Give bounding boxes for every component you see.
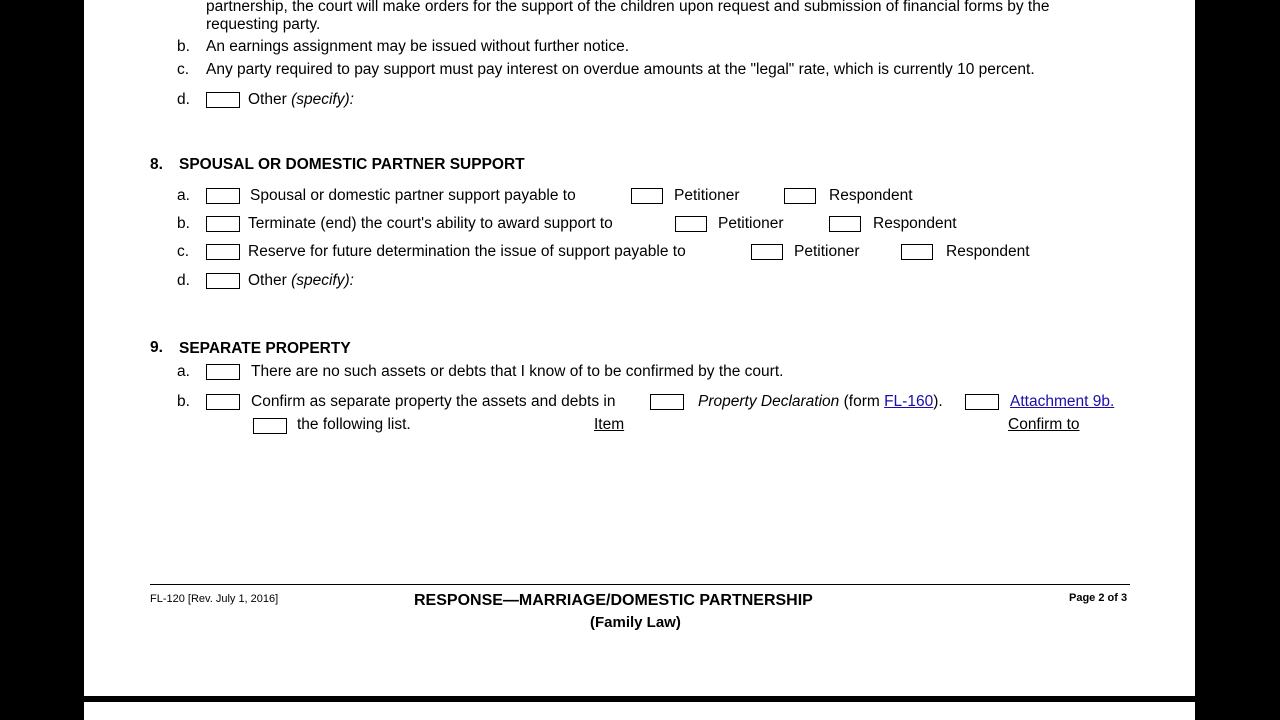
confirm-to-column-header: Confirm to [1008,416,1080,433]
item9-number: 9. [150,339,163,356]
footer-divider [150,584,1130,585]
item8-c-petitioner-label: Petitioner [794,243,860,260]
item9-b-checkbox[interactable] [206,394,240,410]
footer-title: RESPONSE—MARRIAGE/DOMESTIC PARTNERSHIP [414,592,813,609]
specify-text: (specify): [291,272,354,289]
form-open-text: (form [843,393,880,410]
item7-d-other-label [248,91,354,109]
item9-b-attachment-checkbox[interactable] [965,394,999,410]
item7-a-continued-line2: requesting party. [206,16,321,33]
item9-b-following-list-text: the following list. [297,416,411,433]
item-column-header: Item [594,416,625,433]
item8-b-petitioner-checkbox[interactable] [675,216,707,232]
footer-form-id: FL-120 [Rev. July 1, 2016] [150,593,279,605]
item8-a-petitioner-checkbox[interactable] [631,188,663,204]
item9-b-letter: b. [177,393,190,410]
fl160-link[interactable]: FL-160 [884,393,934,410]
property-declaration-label: Property Declaration [698,393,840,410]
item8-c-petitioner-checkbox[interactable] [751,244,783,260]
item8-b-letter: b. [177,215,190,232]
item8-c-respondent-label: Respondent [946,243,1030,260]
item8-a-text: Spousal or domestic partner support payable to [250,187,576,204]
item7-c-letter: c. [177,61,190,78]
item9-b-following-list-checkbox[interactable] [253,418,287,434]
footer-subtitle: (Family Law) [590,614,681,631]
item8-c-text: Reserve for future determination the issue of support payable to [248,243,686,260]
item8-d-other-label [248,272,354,290]
attachment-9b-link[interactable]: Attachment 9b. [1010,393,1115,410]
item8-c-checkbox[interactable] [206,244,240,260]
item7-d-letter: d. [177,91,190,108]
item9-a-letter: a. [177,363,190,380]
item7-b-text: An earnings assignment may be issued without further notice. [206,38,630,55]
item8-b-checkbox[interactable] [206,216,240,232]
item8-number: 8. [150,156,163,173]
item9-b-property-declaration-checkbox[interactable] [650,394,684,410]
item8-a-respondent-checkbox[interactable] [784,188,816,204]
item9-a-text: There are no such assets or debts that I know of to be confirmed by the court. [251,363,784,380]
next-page-edge [84,702,1195,720]
item9-heading: SEPARATE PROPERTY [179,340,351,357]
other-text: Other [248,91,287,108]
other-text: Other [248,272,287,289]
item8-b-text: Terminate (end) the court's ability to award support to [248,215,613,232]
item8-a-petitioner-label: Petitioner [674,187,740,204]
item9-a-checkbox[interactable] [206,364,240,380]
item8-d-checkbox[interactable] [206,273,240,289]
item7-c-text: Any party required to pay support must pay interest on overdue amounts at the "legal" rate, which is currently 10 percent. [206,61,1035,78]
item8-a-checkbox[interactable] [206,188,240,204]
specify-text: (specify): [291,91,354,108]
item7-b-letter: b. [177,38,190,55]
form-close-text: ). [933,393,943,410]
item8-c-respondent-checkbox[interactable] [901,244,933,260]
item8-a-respondent-label: Respondent [829,187,913,204]
item7-d-checkbox[interactable] [206,92,240,108]
item8-b-respondent-checkbox[interactable] [829,216,861,232]
item8-c-letter: c. [177,243,190,260]
item9-b-property-declaration-text [698,393,943,411]
footer-page-number: Page 2 of 3 [1069,592,1128,604]
item8-heading: SPOUSAL OR DOMESTIC PARTNER SUPPORT [179,156,525,173]
item8-b-respondent-label: Respondent [873,215,957,232]
item8-a-letter: a. [177,187,190,204]
item8-d-letter: d. [177,272,190,289]
item9-b-text: Confirm as separate property the assets and debts in [251,393,616,410]
item7-a-continued-line1: partnership, the court will make orders for the support of the children upon request and submission of financial forms by the [206,0,1050,15]
item8-b-petitioner-label: Petitioner [718,215,784,232]
